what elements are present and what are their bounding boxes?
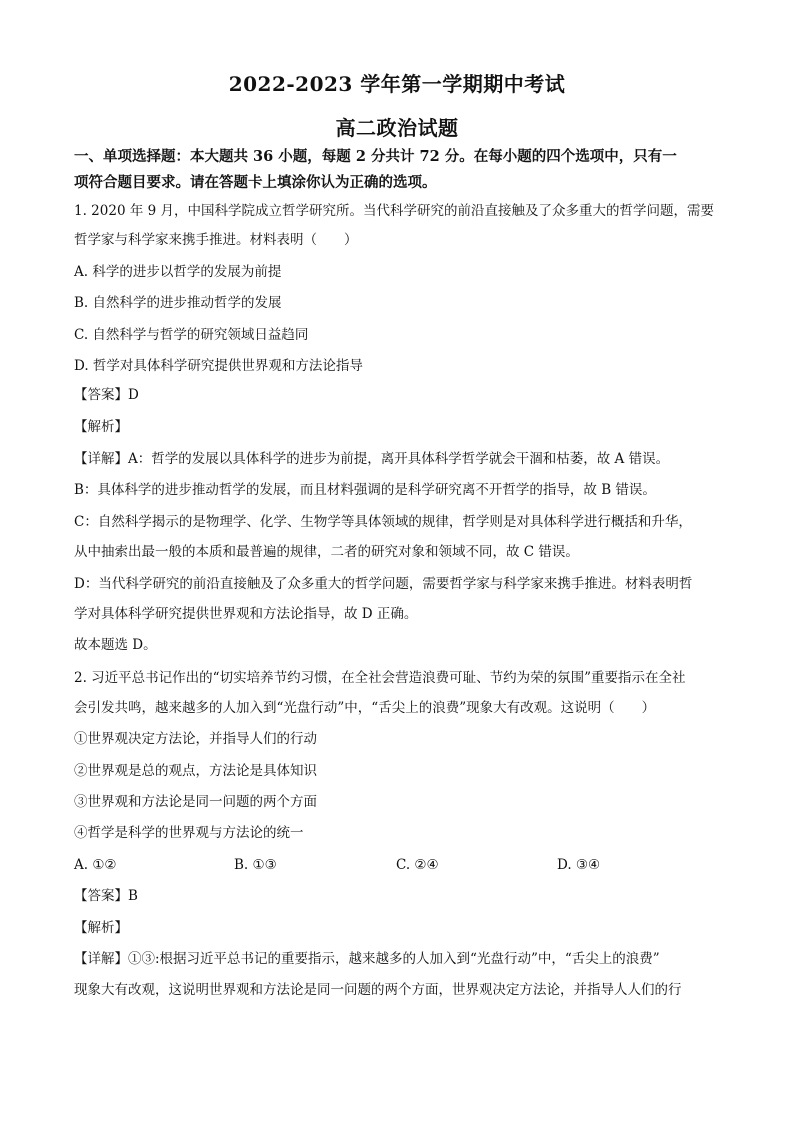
q2-item-3: ③世界观和方法论是同一问题的两个方面 [74,794,317,810]
q1-conclusion: 故本题选 D。 [74,637,157,653]
exam-title: 2022-2023 学年第一学期期中考试 [228,72,566,96]
q1-option-a: A. 科学的进步以哲学的发展为前提 [74,264,282,280]
q1-analysis-label: 【解析】 [74,419,128,435]
section-instruction-line1: 一、单项选择题：本大题共 36 小题，每题 2 分共计 72 分。在每小题的四个选项中，只有一 [74,148,677,165]
q2-option-b: B. ①③ [234,857,277,873]
q1-option-b: B. 自然科学的进步推动哲学的发展 [74,295,282,311]
q1-answer: 【答案】D [74,387,139,403]
q1-detail-line: C：自然科学揭示的是物理学、化学、生物学等具体领域的规律，哲学则是对具体科学进行概括和升华， [74,514,692,530]
q1-option-c: C. 自然科学与哲学的研究领域日益趋同 [74,327,309,343]
q2-item-2: ②世界观是总的观点，方法论是具体知识 [74,763,317,779]
q2-detail-line: 现象大有改观，这说明世界观和方法论是同一问题的两个方面，世界观决定方法论，并指导人人们的行 [74,982,682,998]
q1-option-d: D. 哲学对具体科学研究提供世界观和方法论指导 [74,358,363,374]
q1-detail-line: 学对具体科学研究提供世界观和方法论指导，故 D 正确。 [74,606,418,622]
q1-detail-line: B：具体科学的进步推动哲学的发展，而且材料强调的是科学研究离不开哲学的指导，故 B 错误。 [74,482,656,498]
q2-detail-line: 【详解】①③:根据习近平总书记的重要指示，越来越多的人加入到“光盘行动”中，“舌尖上的浪费” [74,951,660,967]
q2-stem-line2: 会引发共鸣，越来越多的人加入到“光盘行动”中，“舌尖上的浪费”现象大有改观。这说明（ ） [74,700,656,716]
section-instruction-line2: 项符合题目要求。请在答题卡上填涂你认为正确的选项。 [74,174,437,191]
q1-detail-line: D：当代科学研究的前沿直接触及了众多重大的哲学问题，需要哲学家与科学家来携手推进。材料表明哲 [74,576,693,592]
q1-detail-line: 从中抽索出最一般的本质和最普遍的规律，二者的研究对象和领域不同，故 C 错误。 [74,544,579,560]
q2-answer: 【答案】B [74,888,138,904]
q2-stem-line1: 2. 习近平总书记作出的“切实培养节约习惯，在全社会营造浪费可耻、节约为荣的氛围”重要指示在全社 [74,670,686,686]
q1-detail-line: 【详解】A：哲学的发展以具体科学的进步为前提，离开具体科学哲学就会干涸和枯萎，故 A 错误。 [74,451,670,467]
q2-item-1: ①世界观决定方法论，并指导人们的行动 [74,731,317,747]
q1-stem-line2: 哲学家与科学家来携手推进。材料表明（ ） [74,232,358,248]
exam-subtitle: 高二政治试题 [335,116,459,140]
q2-analysis-label: 【解析】 [74,920,128,936]
q2-option-d: D. ③④ [557,857,601,873]
q2-option-a: A. ①② [74,857,117,873]
q2-item-4: ④哲学是科学的世界观与方法论的统一 [74,825,304,841]
q1-stem-line1: 1. 2020 年 9 月，中国科学院成立哲学研究所。当代科学研究的前沿直接触及了众多重大的哲学问题，需要 [74,203,714,219]
q2-option-c: C. ②④ [396,857,439,873]
